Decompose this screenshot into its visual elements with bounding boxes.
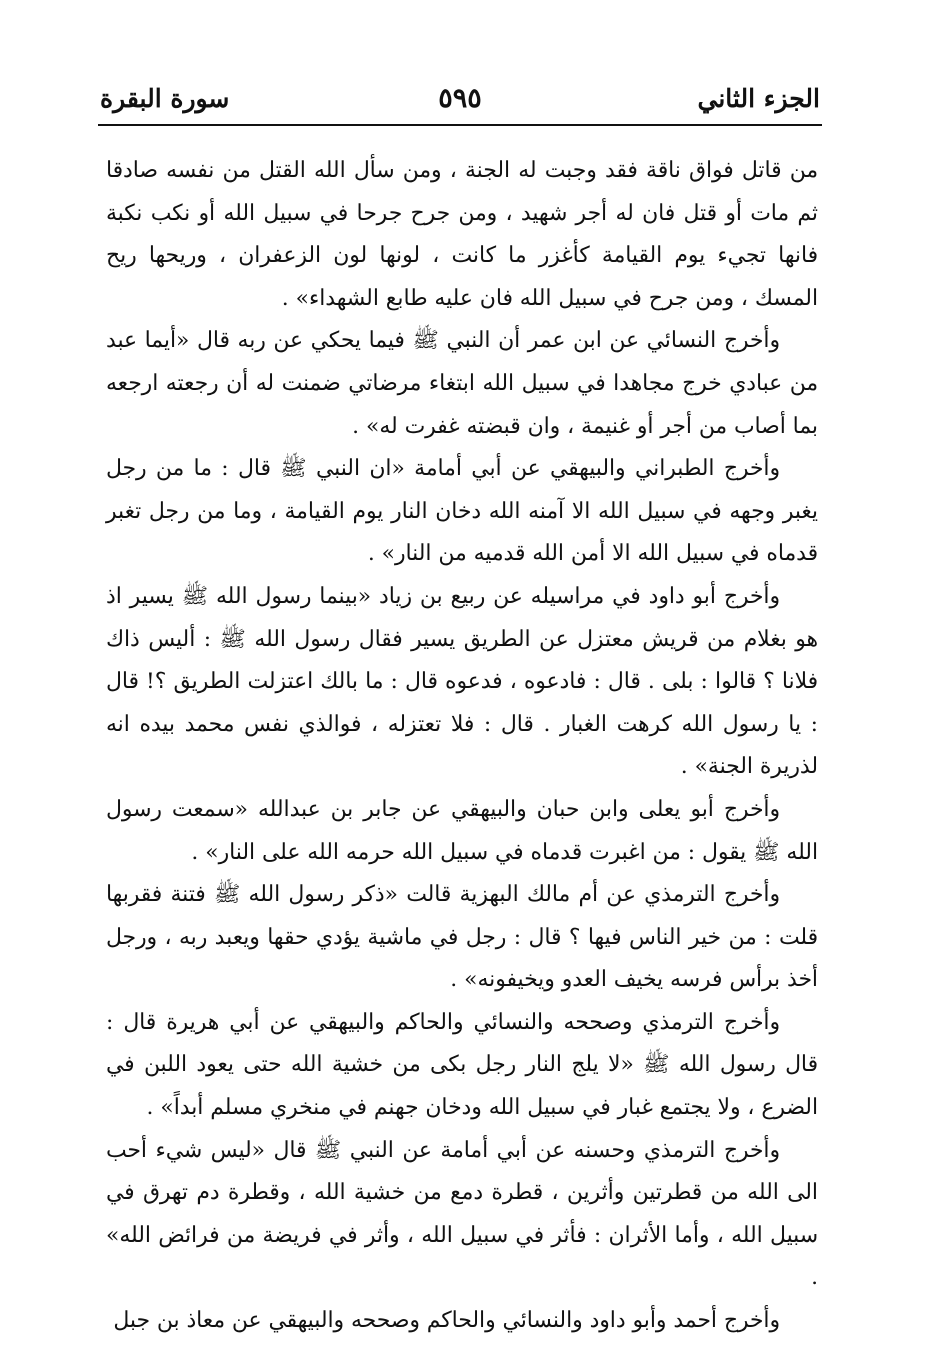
body-text bbox=[106, 150, 818, 1343]
paragraph: وأخرج الترمذي وحسنه عن أبي أمامة عن النبي ﷺ قال «ليس شيء أحب الى الله من قطرتين وأثرين ، قطرة دمع من خشية الله ، وقطرة دم تهرق في سبيل الله ، وأما الأثران : فأثر في سبيل الله ، وأثر في فريضة من فرائض الله» . bbox=[106, 1137, 818, 1291]
page-number: ٥٩٥ bbox=[438, 83, 482, 114]
paragraph: وأخرج النسائي عن ابن عمر أن النبي ﷺ فيما يحكي عن ربه قال «أيما عبد من عبادي خرج مجاهدا في سبيل الله ابتغاء مرضاتي ضمنت له أن رجعته ارجعه بما أصاب من أجر أو غنيمة ، وان قبضته غفرت له» . bbox=[106, 328, 818, 439]
surah-title: سورة البقرة bbox=[100, 84, 230, 113]
paragraph: وأخرج الترمذي عن أم مالك البهزية قالت «ذكر رسول الله ﷺ فتنة فقربها قلت : من خير الناس فيها ؟ قال : رجل في ماشية يؤدي حقها ويعبد ربه ، ورجل أخذ برأس فرسه يخيف العدو ويخيفونه» . bbox=[106, 882, 818, 993]
paragraph: وأخرج الطبراني والبيهقي عن أبي أمامة «ان النبي ﷺ قال : ما من رجل يغبر وجهه في سبيل الله الا آمنه الله دخان النار يوم القيامة ، وما من رجل تغبر قدماه في سبيل الله الا أمن الله قدميه من النار» . bbox=[106, 456, 818, 567]
header-rule bbox=[98, 124, 822, 126]
paragraph: وأخرج أبو داود في مراسيله عن ربيع بن زياد «بينما رسول الله ﷺ يسير اذ هو بغلام من قريش معتزل عن الطريق يسير فقال رسول الله ﷺ : أليس ذاك فلانا ؟ قالوا : بلى . قال : فادعوه ، فدعوه قال : ما بالك اعتزلت الطريق ؟! قال : يا رسول الله كرهت الغبار . قال : فلا تعتزله ، فوالذي نفس محمد بيده انه لذريرة الجنة» . bbox=[106, 583, 818, 780]
paragraph: وأخرج أبو يعلى وابن حبان والبيهقي عن جابر بن عبدالله «سمعت رسول الله ﷺ يقول : من اغبرت قدماه في سبيل الله حرمه الله على النار» . bbox=[106, 796, 818, 865]
part-title: الجزء الثاني bbox=[697, 84, 820, 113]
paragraph: وأخرج الترمذي وصححه والنسائي والحاكم والبيهقي عن أبي هريرة قال : قال رسول الله ﷺ «لا يلج النار رجل بكى من خشية الله حتى يعود اللبن في الضرع ، ولا يجتمع غبار في سبيل الله ودخان جهنم في منخري مسلم أبداً» . bbox=[106, 1009, 818, 1121]
paragraph: من قاتل فواق ناقة فقد وجبت له الجنة ، ومن سأل الله القتل من نفسه صادقا ثم مات أو قتل فان له أجر شهيد ، ومن جرح جرحا في سبيل الله أو نكب نكبة فانها تجيء يوم القيامة كأغزر ما كانت ، لونها لون الزعفران ، وريحها ريح المسك ، ومن جرح في سبيل الله فان عليه طابع الشهداء» . bbox=[106, 158, 818, 311]
running-header bbox=[100, 82, 820, 122]
paragraph: وأخرج أحمد وأبو داود والنسائي والحاكم وصححه والبيهقي عن معاذ بن جبل bbox=[113, 1308, 780, 1334]
